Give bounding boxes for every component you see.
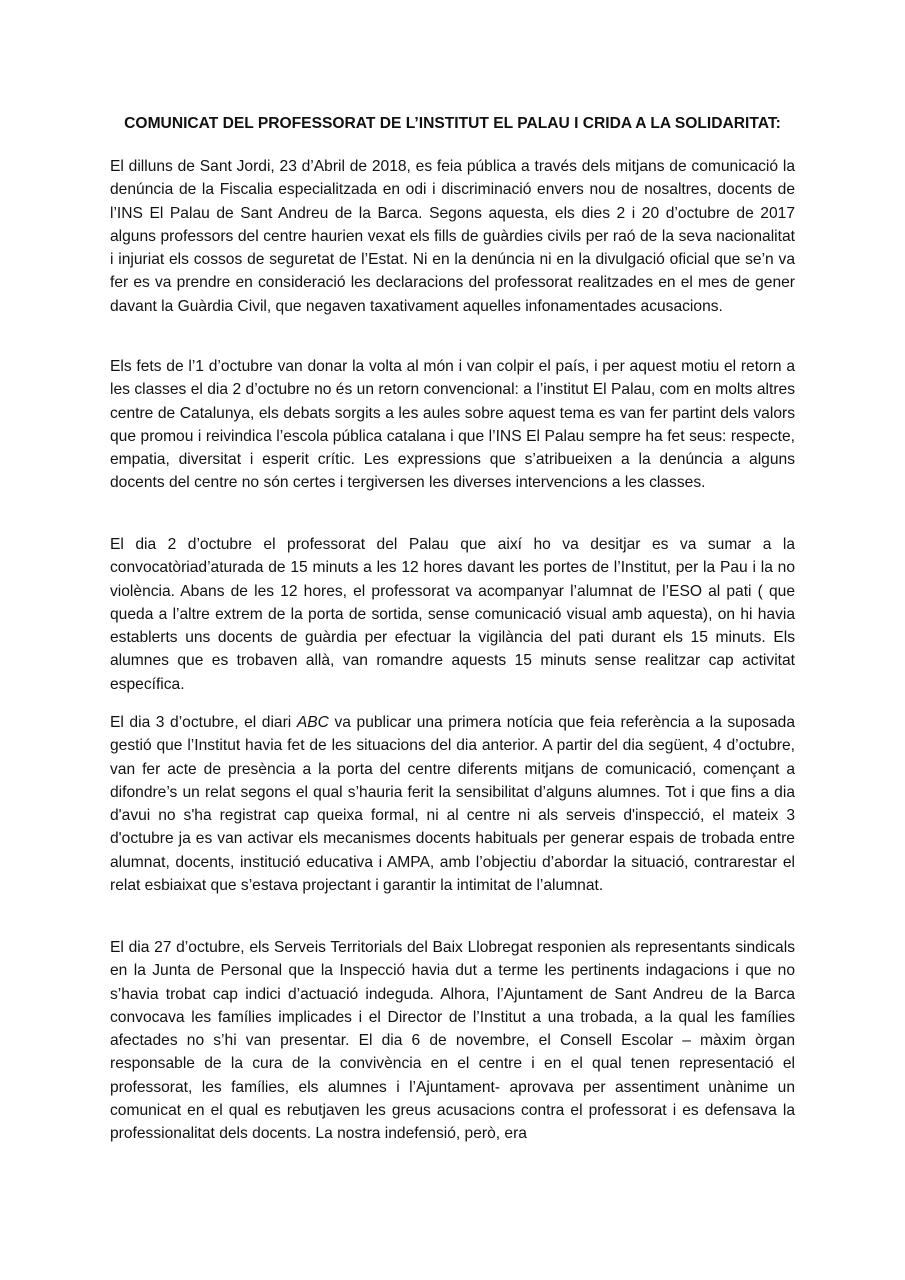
paragraph-abc-noticia <box>110 711 795 897</box>
newspaper-name-abc: ABC <box>296 714 329 731</box>
paragraph-denuncia: El dilluns de Sant Jordi, 23 d’Abril de 2018, es feia pública a través dels mitjans de comunicació la denúncia de la Fiscalia especialitzada en odi i discriminació envers nou de nosaltres, docents de l’INS El Palau de Sant Andreu de la Barca. Segons aquesta, els dies 2 i 20 d’octubre de 2017 alguns professors del centre haurien vexat els fills de guàrdies civils per raó de la seva nacionalitat i injuriat els cossos de seguretat de l’Estat. Ni en la denúncia ni en la divulgació oficial que se’n va fer es va prendre en consideració les declaracions del professorat realitzades en el mes de gener davant la Guàrdia Civil, que negaven taxativament aquelles infonamentades acusacions. <box>110 158 795 315</box>
document-title: COMUNICAT DEL PROFESSORAT DE L’INSTITUT EL PALAU I CRIDA A LA SOLIDARITAT: <box>124 115 781 132</box>
paragraph-fets-1-octubre: Els fets de l’1 d’octubre van donar la volta al món i van colpir el país, i per aquest motiu el retorn a les classes el dia 2 d’octubre no és un retorn convencional: a l’institut El Palau, com en molts altres centre de Catalunya, els debats sorgits a les aules sobre aquest tema es van fer partint dels valors que promou i reivindica l’escola pública catalana i que l’INS El Palau sempre ha fet seus: respecte, empatia, diversitat i esperit crític. Les expressions que s’atribueixen a la denúncia a alguns docents del centre no són certes i tergiversen les diverses intervencions a les classes. <box>110 358 795 492</box>
paragraph-aturada-2-octubre: El dia 2 d’octubre el professorat del Palau que així ho va desitjar es va sumar a la convocatòriad’aturada de 15 minuts a les 12 hores davant les portes de l’Institut, per la Pau i la no violència. Abans de les 12 hores, el professorat va acompanyar l’alumnat de l’ESO al pati ( que queda a l’altre extrem de la porta de sortida, sense comunicació visual amb aquesta), on hi havia establerts uns docents de guàrdia per efectuar la vigilància del pati durant els 15 minuts. Els alumnes que es trobaven allà, van romandre aquests 15 minuts sense realitzar cap activitat específica. <box>110 536 795 693</box>
paragraph-abc-text-before: El dia 3 d’octubre, el diari <box>110 714 297 731</box>
paragraph-serveis-territorials: El dia 27 d’octubre, els Serveis Territorials del Baix Llobregat responien als representants sindicals en la Junta de Personal que la Inspecció havia dut a terme les pertinents indagacions i que no s’havia trobat cap indici d’actuació indeguda. Alhora, l’Ajuntament de Sant Andreu de la Barca convocava les famílies implicades i el Director de l’Institut a una trobada, a la qual les famílies afectades no s’hi van presentar. El dia 6 de novembre, el Consell Escolar – màxim òrgan responsable de la cura de la convivència en el centre i en el qual tenen representació el professorat, les famílies, els alumnes i l’Ajuntament- aprovava per assentiment unànime un comunicat en el qual es rebutjaven les greus acusacions contra el professorat i es defensava la professionalitat dels docents. La nostra indefensió, però, era <box>110 939 795 1143</box>
paragraph-abc-text-after: va publicar una primera notícia que feia referència a la suposada gestió que l’Institut havia fet de les situacions del dia anterior. A partir del dia següent, 4 d’octubre, van fer acte de presència a la porta del centre diferents mitjans de comunicació, començant a difondre’s un relat segons el qual s’hauria ferit la sensibilitat d’alguns alumnes. Tot i que fins a dia d'avui no s'ha registrat cap queixa formal, ni al centre ni als serveis d'inspecció, el mateix 3 d'octubre ja es van activar els mecanismes docents habituals per generar espais de trobada entre alumnat, docents, institució educativa i AMPA, amb l’objectiu d’abordar la situació, contrarestar el relat esbiaixat que s’estava projectant i garantir la intimitat de l’alumnat. <box>110 714 795 895</box>
